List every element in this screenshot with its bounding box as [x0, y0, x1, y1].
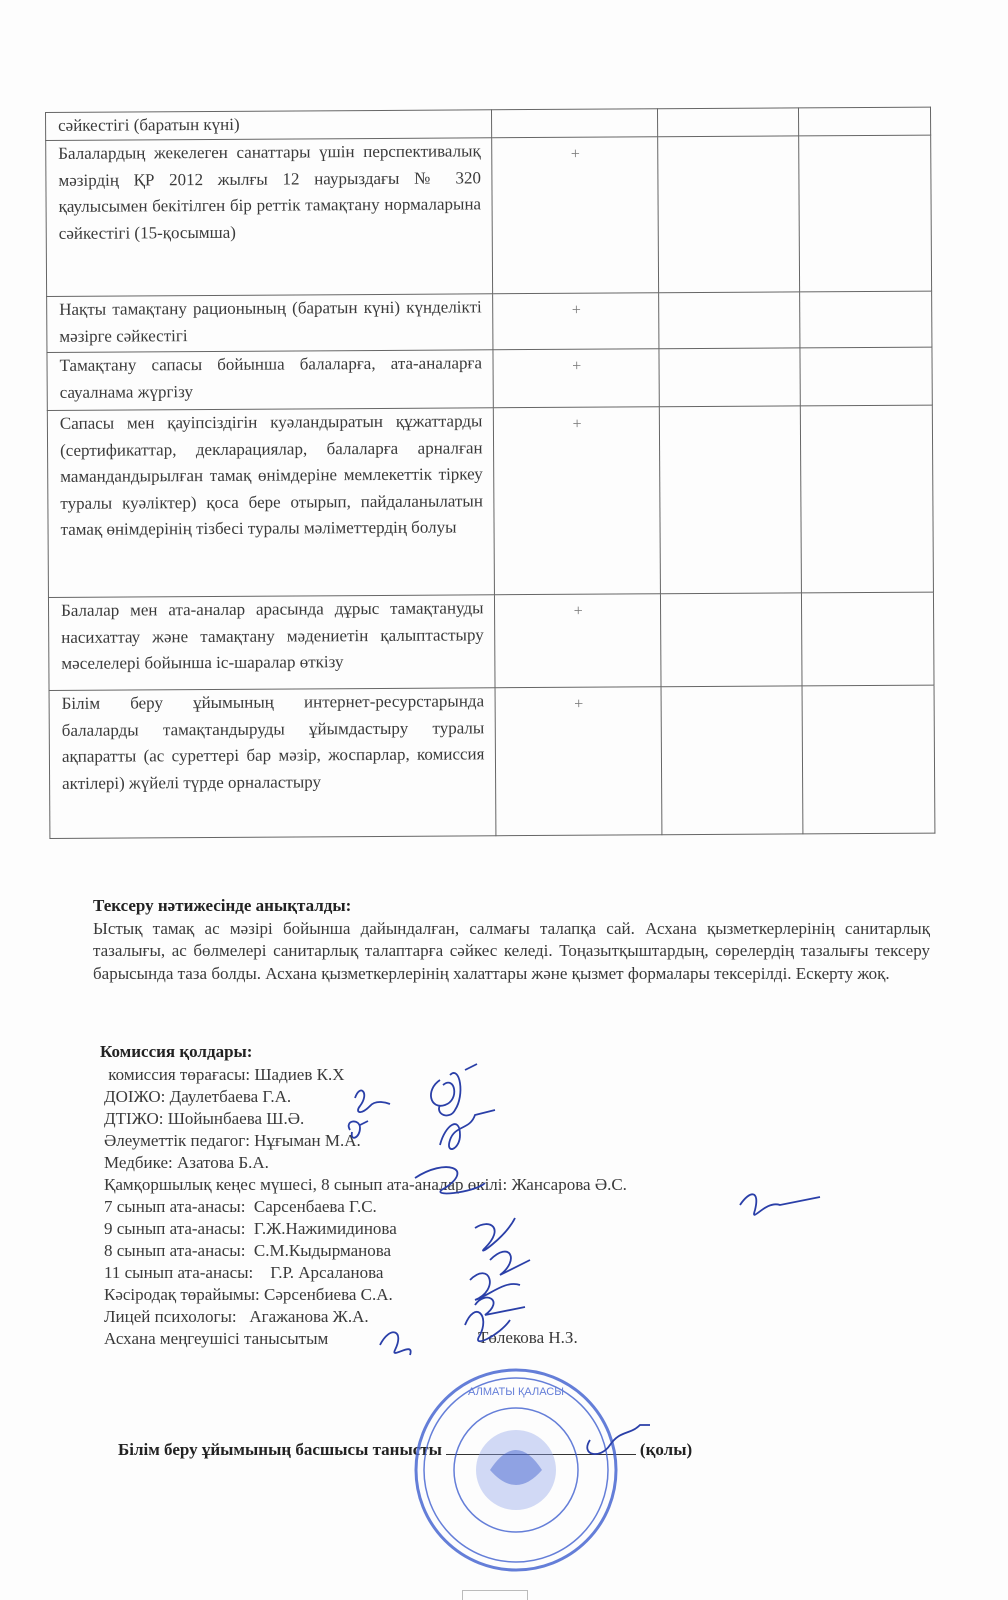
signature-hint: (қолы): [639, 1440, 693, 1459]
criterion-cell: Тамақтану сапасы бойынша балаларға, ата-аналарға сауалнама жүргізу: [47, 350, 493, 411]
results-text: Ыстық тамақ ас мәзірі бойынша дайындалған, салмағы талапқа сай. Асхана қызметкерлерінің санитарлық тазалығы, ас бөлмелері санитарлық талаптарға сәйкес келеді. Тоңазытқыштардың, сөрелердің тазалығы тексеру барысында таза болды. Асхана қызметкерлерінің халаттары және қызмет формалары тексерілді. Ескерту жоқ.: [93, 918, 930, 983]
signatory-line: Кәсіродақ төрайымы: Сәрсенбиева С.А.: [104, 1285, 393, 1304]
signatory-line: 11 сынып ата-анасы: Г.Р. Арсаланова: [104, 1263, 384, 1282]
mark-cell: +: [492, 293, 659, 350]
signatory-line: Әлеуметтік педагог: Нұғыман М.А.: [104, 1131, 361, 1150]
criterion-cell: Балалардың жекелеген санаттары үшін перспективалық мәзірдің ҚР 2012 жылғы 12 наурыздағы № 320 қаулысымен бекітілген бір реттік тамақтану нормаларына сәйкестігі (15-қосымша): [46, 138, 492, 297]
mark-cell: +: [494, 594, 661, 688]
criterion-cell: Білім беру ұйымының интернет-ресурстарында балаларды тамақтандыруды ұйымдастыру туралы ақпаратты (ас суреттері бар мәзір, жоспарлар, комиссия актілері) жүйелі түрде орналастыру: [49, 688, 495, 839]
signatory-line: Асхана меңгеушісі танысытым: [104, 1329, 329, 1348]
footer-label: Білім беру ұйымының басшысы танысты: [118, 1440, 442, 1459]
signatory-line: ДОІЖО: Даулетбаева Г.А.: [104, 1087, 292, 1106]
signatory-line: комиссия төрағасы: Шадиев К.Х: [104, 1065, 345, 1084]
criterion-cell: сәйкестігі (баратын күні): [46, 110, 492, 141]
criterion-cell: Сапасы мен қауіпсіздігін куәландыратын құжаттарды (сертификаттар, декларациялар, балаларға арналған мамандандырылған тамақ өнімдеріне мемлекеттік тіркеу туралы куәліктер) қоса бере отырып, пайдаланылатын тамақ өнімдерінің тізбесі туралы мәліметтердің болуы: [47, 408, 494, 598]
page-edge-mark: [462, 1590, 528, 1600]
signatory-line: 8 сынып ата-анасы: С.М.Кыдырманова: [104, 1241, 392, 1260]
signatory-line: 7 сынып ата-анасы: Сарсенбаева Г.С.: [104, 1197, 377, 1216]
results-heading: Тексеру нәтижесінде анықталды:: [93, 896, 352, 915]
svg-text:АЛМАТЫ ҚАЛАСЫ: АЛМАТЫ ҚАЛАСЫ: [468, 1386, 564, 1398]
signatures-heading: Комиссия қолдары:: [100, 1042, 253, 1061]
mark-cell: +: [493, 407, 660, 595]
signatory-line: Қамқоршылық кеңес мүшесі, 8 сынып ата-аналар өкілі: Жансарова Ә.С.: [104, 1175, 627, 1194]
signatory-line: ДТІЖО: Шойынбаева Ш.Ә.: [104, 1109, 305, 1128]
signatory-line: Медбике: Азатова Б.А.: [104, 1153, 269, 1172]
canteen-head-name: Төлекова Н.З.: [478, 1328, 578, 1347]
criterion-cell: Балалар мен ата-аналар арасында дұрыс тамақтануды насихаттау және тамақтану мәдениетін қалыптастыру мәселелері бойынша іс-шаралар өткізу: [48, 595, 494, 691]
signatory-line: 9 сынып ата-анасы: Г.Ж.Нажимидинова: [104, 1219, 397, 1238]
criterion-cell: Нақты тамақтану рационының (баратын күні) күнделікті мәзірге сәйкестігі: [47, 294, 493, 353]
official-stamp: [416, 1370, 616, 1570]
mark-cell: +: [492, 349, 659, 408]
mark-cell: +: [491, 137, 658, 294]
mark-cell: +: [495, 687, 662, 836]
signatory-line: Лицей психологы: Агажанова Ж.А.: [104, 1307, 369, 1326]
